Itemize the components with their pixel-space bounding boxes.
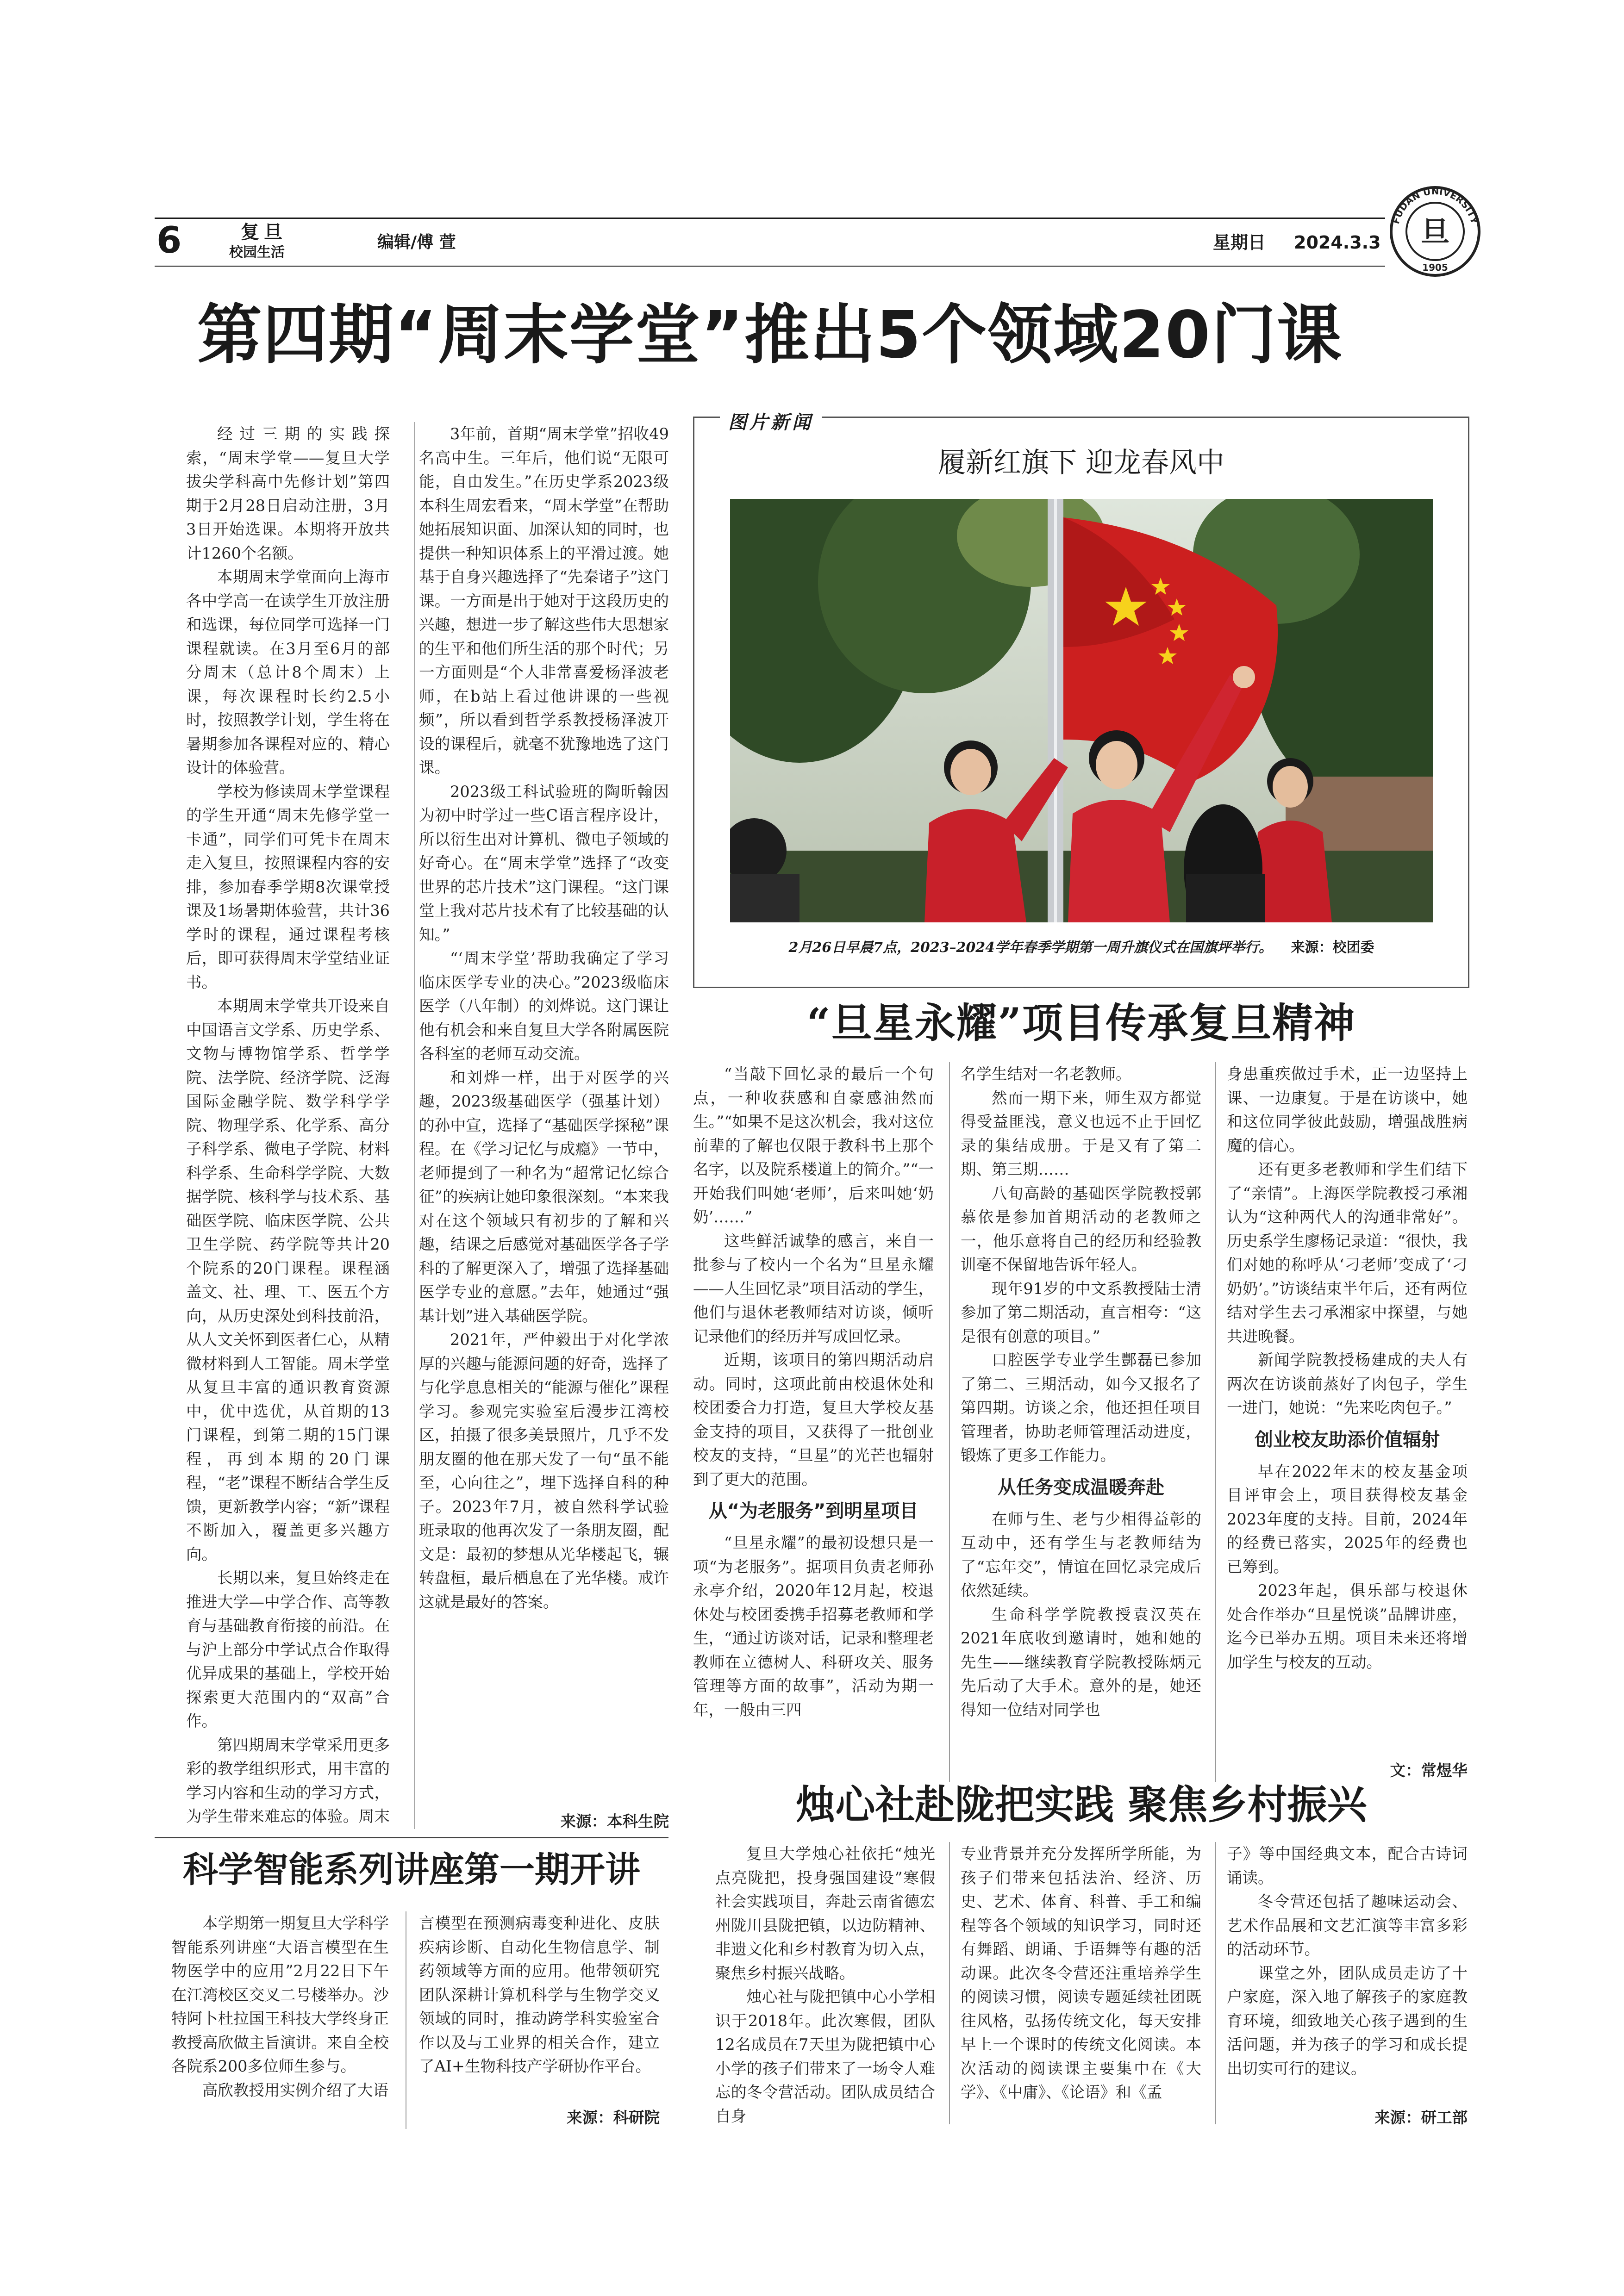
caption-source: 来源：校团委: [1291, 940, 1374, 956]
candle-article-col3: [1227, 1842, 1468, 2106]
column-divider: [1215, 1062, 1216, 1782]
section-name: 校园生活: [229, 244, 285, 261]
paragraph: 冬令营还包括了趣味运动会、艺术作品展和文艺汇演等丰富多彩的活动环节。: [1227, 1892, 1468, 1958]
paragraph: 早在2022年末的校友基金项目评审会上，项目获得校友基金2023年度的支持。目前，2024年的经费已落实，2025年的经费也已筹到。: [1227, 1462, 1468, 1576]
article-source: 来源：科研院: [567, 2109, 660, 2127]
star-article-col2: [961, 1062, 1201, 1782]
paragraph: 2023年起，俱乐部与校退休处合作举办“旦星悦谈”品牌讲座，迄今已举办五期。项目未来还将增加学生与校友的互动。: [1227, 1581, 1468, 1671]
star-article-col3: [1227, 1062, 1468, 1756]
paragraph: 近期，该项目的第四期活动启动。同时，这项此前由校退休处和校团委合力打造，复旦大学校友基金支持的项目，又获得了一批创业校友的支持，“旦星”的光芒也辐射到了更大的范围。: [693, 1351, 934, 1488]
paragraph: 第四期周末学堂采用更多彩的教学组织形式，用丰富的学习内容和生动的学习方式，为学生带来难忘的体验。周末: [186, 1736, 390, 1825]
paper-name: 复旦: [241, 221, 287, 243]
candle-article-headline: 烛心社赴陇把实践 聚焦乡村振兴: [795, 1781, 1367, 1828]
article-source: 来源：本科生院: [560, 1812, 669, 1830]
main-article-col1: [186, 422, 390, 1831]
paragraph: 课堂之外，团队成员走访了十户家庭，深入地了解孩子的家庭教育环境，细致地关心孩子遇到的生活问题，并为孩子的学习和成长提出切实可行的建议。: [1227, 1964, 1468, 2078]
paragraph: “‘周末学堂’帮助我确定了学习临床医学专业的决心。”2023级临床医学（八年制）的刘烨说。这门课让他有机会和来自复旦大学各附属医院各科室的老师互动交流。: [419, 949, 669, 1063]
section-subhead: 从任务变成温暖奔赴: [998, 1476, 1164, 1498]
paragraph: 新闻学院教授杨建成的夫人有两次在访谈前蒸好了肉包子，学生一进门，她说：“先来吃肉包子。”: [1227, 1351, 1468, 1417]
paragraph: 2023级工科试验班的陶昕翰因为初中时学过一些C语言程序设计，所以衍生出对计算机、微电子领域的好奇心。在“周末学堂”选择了“改变世界的芯片技术”这门课程。“这门课堂上我对芯片技术有了比较基础的认知。”: [419, 782, 669, 944]
svg-text:1905: 1905: [1422, 262, 1448, 273]
svg-text:FUDAN UNIVERSITY: FUDAN UNIVERSITY: [1390, 185, 1480, 225]
article-source: 来源：研工部: [1374, 2109, 1468, 2127]
issue-date: 2024.3.3: [1294, 232, 1381, 253]
page-number: 6: [156, 220, 182, 261]
section-subhead: 从“为老服务”到明星项目: [708, 1500, 918, 1522]
paragraph: 3年前，首期“周末学堂”招收49名高中生。三年后，他们说“无限可能，自由发生。”在历史学系2023级本科生周宏看来，“周末学堂”在帮助她拓展知识面、加深认知的同时，也提供一种知识体系上的平滑过渡。她基于自身兴趣选择了“先秦诸子”这门课。一方面是出于她对于这段历史的兴趣，想进一步了解这些伟大思想家的生平和他们所生活的那个时代；另一方面则是“个人非常喜爱杨泽波老师，在b站上看过他讲课的一些视频”，所以看到哲学系教授杨泽波开设的课程后，就毫不犹豫地选了这门课。: [419, 425, 669, 777]
paragraph: 本学期第一期复旦大学科学智能系列讲座“大语言模型在生物医学中的应用”2月22日下午在江湾校区交叉二号楼举办。沙特阿卜杜拉国王科技大学终身正教授高欣做主旨演讲。来自全校各院系200多位师生参与。: [171, 1914, 389, 2075]
section-rule: [155, 1837, 668, 1838]
header-bottom-rule: [155, 266, 1385, 267]
article-author: 文：常煜华: [1390, 1761, 1468, 1780]
lecture-article-col2: [419, 1911, 660, 2106]
paragraph: 还有更多老教师和学生们结下了“亲情”。上海医学院教授刁承湘认为“这种两代人的沟通非常好”。历史系学生廖杨记录道：“很快，我们对她的称呼从‘刁老师’变成了‘刁奶奶’。”访谈结束半年后，还有两位结对学生去刁承湘家中探望，与她共进晚餐。: [1227, 1160, 1468, 1345]
paragraph: 八旬高龄的基础医学院教授郭慕依是参加首期活动的老教师之一，他乐意将自己的经历和经验教训毫不保留地告诉年轻人。: [961, 1184, 1201, 1274]
column-divider: [949, 1842, 950, 2124]
paragraph: 口腔医学专业学生酆磊已参加了第二、三期活动，如今又报名了第四期。访谈之余，他还担任项目管理者，协助老师管理活动进度，锻炼了更多工作能力。: [961, 1351, 1201, 1464]
paragraph: 长期以来，复旦始终走在推进大学—中学合作、高等教育与基础教育衔接的前沿。在与沪上部分中学试点合作取得优异成果的基础上，学校开始探索更大范围内的“双高”合作。: [186, 1569, 390, 1730]
weekday: 星期日: [1213, 232, 1266, 253]
paragraph: 身患重疾做过手术，正一边坚持上课、一边康复。于是在访谈中，她和这位同学彼此鼓励，增强战胜病魔的信心。: [1227, 1065, 1468, 1155]
paragraph: 然而一期下来，师生双方都觉得受益匪浅，意义也远不止于回忆录的集结成册。于是又有了第二期、第三期……: [961, 1089, 1201, 1178]
paragraph: 言模型在预测病毒变种进化、皮肤疾病诊断、自动化生物信息学、制药领域等方面的应用。他带领研究团队深耕计算机科学与生物学交叉领域的同时，推动跨学科实验室合作以及与工业界的相关合作，建立了AI+生物科技产学研协作平台。: [419, 1914, 660, 2075]
paragraph: 本期周末学堂面向上海市各中学高一在读学生开放注册和选课，每位同学可选择一门课程就读。在3月至6月的部分周末（总计8个周末）上课，每次课程时长约2.5小时，按照教学计划，学生将在暑期参加各课程对应的、精心设计的体验营。: [186, 568, 390, 777]
paragraph: 子》等中国经典文本，配合古诗词诵读。: [1227, 1845, 1468, 1887]
column-divider: [414, 422, 415, 1829]
editor-credit: 编辑/傅 萱: [377, 233, 456, 252]
column-divider: [1215, 1842, 1216, 2124]
paragraph: 在师与生、老与少相得益彰的互动中，还有学生与老教师结为了“忘年交”，情谊在回忆录完成后依然延续。: [961, 1510, 1201, 1599]
paragraph: 高欣教授用实例介绍了大语: [202, 2081, 388, 2099]
paragraph: 这些鲜活诚挚的感言，来自一批参与了校内一个名为“旦星永耀——人生回忆录”项目活动的学生，他们与退休老教师结对访谈，倾听记录他们的经历并写成回忆录。: [693, 1232, 934, 1345]
flag-raising-photo: [730, 499, 1433, 922]
lecture-article-headline: 科学智能系列讲座第一期开讲: [183, 1849, 640, 1890]
lecture-article-col1: [171, 1911, 389, 2129]
paragraph: 烛心社与陇把镇中心小学相识于2018年。此次寒假，团队12名成员在7天里为陇把镇中心小学的孩子们带来了一场令人难忘的冬令营活动。团队成员结合自身: [715, 1988, 935, 2125]
photo-headline: 履新红旗下 迎龙春风中: [937, 447, 1225, 479]
paragraph: 2021年，严仲毅出于对化学浓厚的兴趣与能源问题的好奇，选择了与化学息息相关的“能源与催化”课程学习。参观完实验室后漫步江湾校区，拍摄了很多美景照片，几乎不发朋友圈的他在那天发了一句“虽不能至，心向往之”，埋下选择自科的种子。2023年7月，被自然科学试验班录取的他再次发了一条朋友圈，配文是：最初的梦想从光华楼起飞，辗转盘桓，最后栖息在了光华楼。戒许这就是最好的答案。: [419, 1331, 669, 1611]
column-divider: [949, 1062, 950, 1782]
photo-news-label: 图片新闻: [720, 411, 822, 434]
paragraph: “旦星永耀”的最初设想只是一项“为老服务”。据项目负责老师孙永亭介绍，2020年12月起，校退休处与校团委携手招募老教师和学生，“通过访谈对话，记录和整理老教师在立德树人、科研攻关、服务管理等方面的故事”，活动为期一年，一般由三四: [693, 1534, 934, 1719]
paragraph: 学校为修读周末学堂课程的学生开通“周末先修学堂一卡通”，同学们可凭卡在周末走入复旦，按照课程内容的安排，参加春季学期8次课堂授课及1场暑期体验营，共计36学时的课程，通过课程考核后，即可获得周末学堂结业证书。: [186, 782, 390, 991]
section-subhead: 创业校友助添价值辐射: [1255, 1429, 1440, 1450]
paragraph: “当敲下回忆录的最后一个句点，一种收获感和自豪感油然而生。”“如果不是这次机会，我对这位前辈的了解也仅限于教科书上那个名字，以及院系楼道上的简介。”“一开始我们叫她‘老师’，后来叫她‘奶奶’……”: [693, 1065, 934, 1226]
paragraph: 本期周末学堂共开设来自中国语言文学系、历史学系、文物与博物馆学系、哲学学院、法学院、经济学院、泛海国际金融学院、数学科学学院、物理学系、化学系、高分子科学系、微电子学院、材料科学系、生命科学学院、大数据学院、核科学与技术系、基础医学院、临床医学院、公共卫生学院、药学院等共计20个院系的20门课程。课程涵盖文、社、理、工、医五个方向，从历史深处到科技前沿，从人文关怀到医者仁心，从精微材料到人工智能。周末学堂从复旦丰富的通识教育资源中，优中选优，从首期的13门课程，到第二期的15门课程，再到本期的20门课程，“老”课程不断结合学生反馈，更新教学内容；“新”课程不断加入，覆盖更多兴趣方向。: [186, 997, 390, 1563]
header-top-rule: [155, 218, 1385, 219]
svg-text:旦: 旦: [1420, 215, 1450, 249]
star-article-headline: “旦星永耀”项目传承复旦精神: [806, 999, 1356, 1047]
paragraph: 和刘烨一样，出于对医学的兴趣，2023级基础医学（强基计划）的孙中宣，选择了“基础医学探秘”课程。在《学习记忆与成瘾》一节中，老师提到了一种名为“超常记忆综合征”的疾病让她印象很深刻。“本来我对在这个领域只有初步的了解和兴趣，结课之后感觉对基础医学各子学科的了解更深入了，增强了选择基础医学专业的意愿。”去年，她通过“强基计划”进入基础医学院。: [419, 1068, 669, 1325]
paragraph: 生命科学学院教授袁汉英在2021年底收到邀请时，她和她的先生——继续教育学院教授陈炳元先后动了大手术。意外的是，她还得知一位结对同学也: [961, 1605, 1201, 1719]
photo-caption: [730, 937, 1433, 958]
paragraph: 复旦大学烛心社依托“烛光点亮陇把，投身强国建设”寒假社会实践项目，奔赴云南省德宏州陇川县陇把镇，以边防精神、非遗文化和乡村教育为切入点，聚焦乡村振兴战略。: [715, 1845, 935, 1982]
main-article-col2: [419, 422, 669, 1811]
paragraph: 经过三期的实践探索，“周末学堂——复旦大学拔尖学科高中先修计划”第四期于2月28日启动注册，3月3日开始选课。本期将开放共计1260个名额。: [186, 425, 390, 562]
main-headline: 第四期“周末学堂”推出5个领域20门课: [197, 298, 1343, 373]
caption-text: 2月26日早晨7点，2023–2024学年春季学期第一周升旗仪式在国旗坪举行。: [788, 940, 1273, 956]
fudan-seal-logo: [1389, 185, 1481, 278]
paragraph: 专业背景并充分发挥所学所能，为孩子们带来包括法治、经济、历史、艺术、体育、科普、手工和编程等各个领域的知识学习，同时还有舞蹈、朗诵、手语舞等有趣的活动课。此次冬令营还注重培养学生的阅读习惯，阅读专题延续社团既往风格，弘扬传统文化，每天安排早上一个课时的传统文化阅读。本次活动的阅读课主要集中在《大学》、《中庸》、《论语》和《孟: [961, 1845, 1201, 2101]
star-article-col1: [693, 1062, 934, 1782]
paragraph: 名学生结对一名老教师。: [961, 1065, 1131, 1083]
candle-article-col2: [961, 1842, 1201, 2129]
candle-article-col1: [715, 1842, 935, 2129]
paragraph: 现年91岁的中文系教授陆士清参加了第二期活动，直言相夸：“这是很有创意的项目。”: [961, 1279, 1201, 1345]
